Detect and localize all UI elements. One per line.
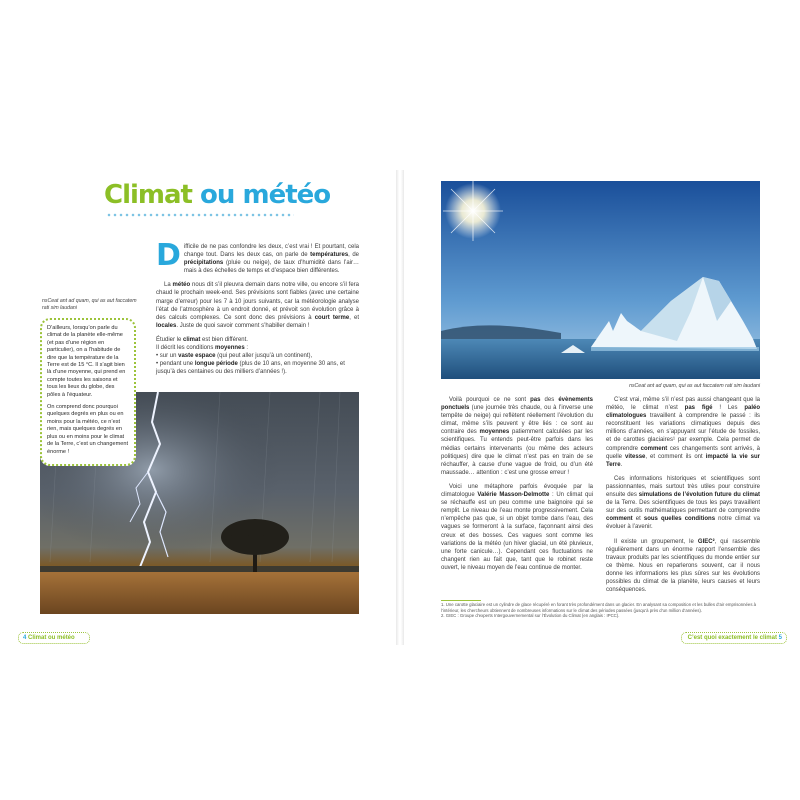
footnote-1: 1. Une carotte glaciaire est un cylindre de glace récupéré en forant très profondément dans un glacier. En analysant sa composition et les bulles d’air emprisonnées à l’intérieur, les chercheurs obtiennent de nombreuses informations sur le climat des périodes passées (jusqu’à près d’un million d’années). [441, 602, 757, 613]
iceberg-photo [441, 181, 760, 379]
bathtub-paragraph: Voici une métaphore parfois évoquée par la climatologue Valérie Masson-Delmotte : Un climat qui se réchauffe est un peu comme une baignoire qui se remplit. Le niveau de l’eau monte progressivement. Cela n’empêche pas que, si un objet tombe dans l’eau, des vagues se formeront à la surface, façonnant ainsi des creux et des bosses. Ces vagues sont comme les variations de la météo (un hiver glacial, un été pluvieux, une forte canicule…). Cependant ces fluctuations ne changent rien au fait que, tant que le robinet reste ouvert, le niveau moyen de l’eau continue de monter. [441, 483, 593, 571]
footer-left-label: Climat ou météo [28, 635, 75, 641]
right-column-2 [606, 396, 760, 600]
simulations-paragraph: Ces informations historiques et scientifiques sont passionnantes, mais surtout très utiles pour construire ensuite des simulations de l’évolution future du climat de la Terre. Des scientifiques de tous les pays travaillent sur des outils mathématiques permettant de comprendre comment et sous quelles conditions notre climat va évoluer à l’avenir. [606, 475, 760, 531]
paleo-paragraph: C’est vrai, même s’il n’est pas aussi changeant que la météo, le climat n’est pas figé ! Les paléo climatologues travaillent à comprendre le passé : ils reconstituent les variations climatiques depuis des millions d’années, en s’appuyant sur l’étude de fossiles, et de carottes glaciaires¹ par exemple. Cela permet de comprendre comment ces changements sont arrivés, à quelle vitesse, et comment ils ont impacté la vie sur Terre. [606, 397, 761, 468]
climate-average-callout [40, 318, 136, 466]
left-main-text [156, 238, 360, 382]
iceberg-illustration [441, 181, 760, 379]
callout-paragraph-1: D’ailleurs, lorsqu’on parle du climat de la planète elle-même (et pas d’une région en particulier), on a l’habitude de dire que la température de la Terre est de 15 °C. Il s’agit bien là d’une moyenne, qui prend en compte toutes les saisons et tous les lieux du globe, des pôles à l’équateur. [47, 325, 126, 398]
footnote-2: 2. GIEC : Groupe d’experts Intergouvernemental sur l’Évolution du Climat (en anglais : IPCC). [441, 613, 620, 619]
footer-left [18, 632, 90, 644]
footer-right-label: C’est quoi exactement le climat [687, 635, 777, 641]
iceberg-photo-caption: nsCeat ant ad quam, qui as aut faccatem rati sim laudani [629, 383, 760, 389]
page-title [104, 180, 330, 210]
callout-paragraph-2: On comprend donc pourquoi quelques degrés en plus ou en moins pour la météo, ce n’est rien, mais quelques degrés en plus ou en moins pour le climat de la Terre, c’est un changement énorme ! [47, 404, 129, 455]
footer-right [681, 632, 787, 644]
events-paragraph: Voilà pourquoi ce ne sont pas des évènements ponctuels (une journée très chaude, ou à l’inverse une tempête de neige) qui reflètent réellement l’évolution du climat, même s’ils peuvent y être liés : ce sont au contraire des moyennes patiemment calculées par les scientifiques. Tu entends peut-être parfois dans les médias certains intervenants (ou même des acteurs politiques) dire que le climat n’est pas en train de se réchauffer, à cause d’une vague de froid, ou d’un été maussade… attention : c’est une grosse erreur ! [441, 397, 593, 476]
footnote-rule [441, 600, 481, 601]
right-column-1 [441, 396, 593, 578]
page-number-right: 5 [778, 635, 782, 641]
meteo-paragraph: La météo nous dit s’il pleuvra demain dans notre ville, ou encore s’il fera chaud le prochain week-end. Ses prévisions sont fiables (avec une certaine marge d’erreur) pour les 7 à 10 jours suivants, car la météorologie analyse l’état de l’atmosphère à un endroit donné, et prévoit son évolution grâce à des calculs complexes. Ce sont donc des prévisions à court terme, et locales. Juste de quoi savoir comment s’habiller demain ! [156, 282, 360, 329]
title-dotted-underline [106, 213, 294, 217]
intro-paragraph: Difficile de ne pas confondre les deux, c’est vrai ! Et pourtant, cela change tout. Dans les deux cas, on parle de températures, de précipitations (pluie ou neige), de taux d’humidité dans l’air… mais à des échelles de temps et d’espace bien différentes. [156, 238, 359, 275]
storm-photo-caption: nsCeat ant ad quam, qui as aut faccatem rati sim laudani [42, 298, 137, 311]
giec-paragraph: Il existe un groupement, le GIEC², qui rassemble régulièrement dans un énorme rapport l’ensemble des travaux produits par les scientifiques du monde entier sur ce thème. Nous en reparlerons souvent, car il nous donne les informations les plus sûres sur les évolutions possibles du climat de la planète, leurs causes et leurs conséquences. [606, 538, 761, 594]
title-part-climat: Climat [104, 180, 192, 210]
dropcap: D [156, 238, 181, 273]
footnotes [441, 602, 760, 619]
climat-paragraph: Étudier le climat est bien différent. Il décrit les conditions moyennes : • sur un vaste espace (qui peut aller jusqu’à un continent), • pendant une longue période (plus de 10 ans, en moyenne 30 ans, et jusqu’à des centaines ou des milliers d’années !). [156, 336, 345, 376]
title-part-meteo: ou météo [200, 180, 331, 210]
page-number-left: 4 [23, 635, 27, 641]
book-gutter [396, 170, 404, 645]
